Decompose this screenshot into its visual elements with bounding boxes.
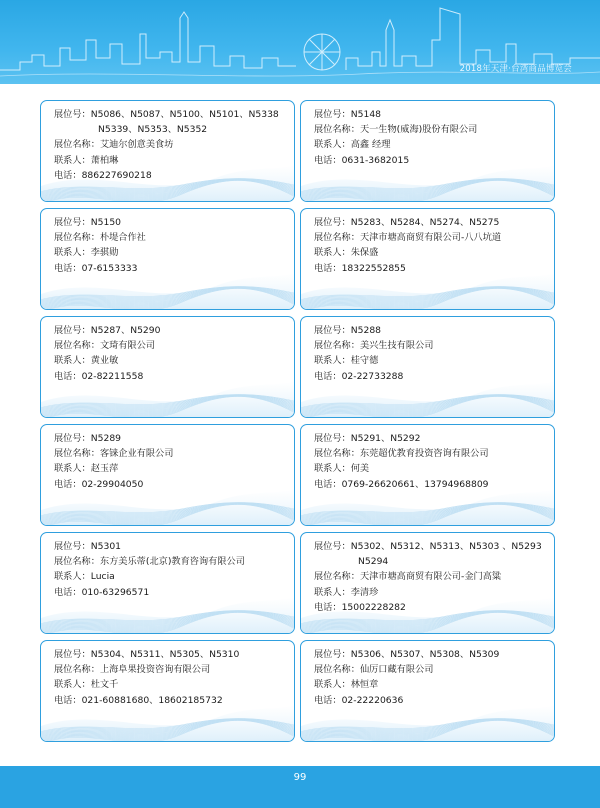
phone-line: [54, 693, 286, 708]
booth-numbers: N5289: [90, 433, 122, 444]
name-line: [54, 554, 286, 569]
contact-person: 高鑫 经理: [350, 139, 391, 151]
name-label: 展位名称：: [54, 139, 100, 151]
booth-numbers: N5291、N5292: [350, 433, 421, 444]
name-label: 展位名称：: [314, 448, 360, 460]
contact-person: 萧柏琳: [90, 154, 119, 166]
phone-label: 电话：: [314, 154, 342, 166]
contact-person: 李清珍: [350, 586, 379, 598]
booth-label: 展位号：: [54, 217, 91, 228]
exhibitor-card: [300, 640, 555, 742]
booth-numbers: N5288: [350, 325, 382, 336]
booth-numbers: N5283、N5284、N5274、N5275: [350, 217, 500, 228]
name-line: [54, 230, 286, 245]
exhibitor-name: 文琦有限公司: [99, 340, 156, 352]
phone-label: 电话：: [54, 478, 82, 490]
name-label: 展位名称：: [314, 232, 360, 244]
phone-line: [314, 693, 546, 708]
exhibitor-name: 朴堤合作社: [99, 232, 146, 244]
phone-line: [54, 477, 286, 492]
exhibitor-grid: [40, 100, 554, 742]
name-line: [314, 446, 546, 461]
exhibitor-name: 美兴生技有限公司: [359, 340, 434, 352]
contact-person: 何美: [350, 463, 370, 475]
name-label: 展位名称：: [54, 556, 100, 568]
exhibitor-card: [300, 532, 555, 634]
contact-label: 联系人：: [314, 586, 351, 598]
phone-line: [54, 585, 286, 600]
name-label: 展位名称：: [54, 340, 100, 352]
contact-label: 联系人：: [314, 463, 351, 475]
phone-number: 02-82211558: [81, 370, 144, 382]
exhibitor-card: [40, 100, 295, 202]
card-text: [41, 425, 294, 492]
name-label: 展位名称：: [314, 664, 360, 676]
contact-label: 联系人：: [54, 247, 91, 259]
booth-numbers: N5339、N5353、N5352: [98, 124, 208, 136]
card-text: [41, 209, 294, 276]
phone-line: [54, 369, 286, 384]
contact-label: 联系人：: [54, 571, 91, 583]
booth-line: [54, 647, 286, 662]
contact-person: 朱保盛: [350, 247, 379, 259]
booth-label: 展位号：: [54, 649, 91, 660]
phone-label: 电话：: [314, 262, 342, 274]
contact-person: 桂守德: [350, 355, 379, 367]
phone-number: 0631-3682015: [341, 154, 410, 166]
contact-label: 联系人：: [314, 139, 351, 151]
phone-number: 07-6153333: [81, 262, 138, 274]
booth-numbers: N5301: [90, 541, 122, 552]
booth-numbers: N5294: [358, 556, 389, 568]
name-line: [314, 230, 546, 245]
exhibitor-card: [300, 316, 555, 418]
phone-number: 886227690218: [81, 169, 152, 181]
contact-line: [314, 353, 546, 368]
exhibitor-name: 天津市塘高商贸有限公司-金门高粱: [359, 571, 502, 583]
contact-person: 杜文千: [90, 679, 119, 691]
booth-line-continued: [54, 122, 286, 137]
exhibitor-card: [40, 640, 295, 742]
contact-line: [314, 137, 546, 152]
booth-label: 展位号：: [314, 325, 351, 336]
phone-label: 电话：: [54, 169, 82, 181]
name-line: [54, 446, 286, 461]
card-text: [301, 101, 554, 168]
exhibitor-name: 仙厉口藏有限公司: [359, 664, 434, 676]
booth-label: 展位号：: [314, 109, 351, 120]
phone-label: 电话：: [54, 586, 82, 598]
booth-line: [314, 107, 546, 122]
page-header: [0, 0, 600, 84]
phone-label: 电话：: [314, 694, 342, 706]
name-label: 展位名称：: [54, 448, 100, 460]
card-text: [41, 317, 294, 384]
contact-line: [314, 585, 546, 600]
booth-line: [314, 647, 546, 662]
exhibitor-card: [40, 532, 295, 634]
contact-line: [314, 677, 546, 692]
booth-label: 展位号：: [314, 649, 351, 660]
booth-numbers: N5148: [350, 109, 382, 120]
contact-line: [314, 461, 546, 476]
contact-line: [54, 677, 286, 692]
booth-numbers: N5150: [90, 217, 122, 228]
booth-line: [54, 323, 286, 338]
booth-line: [54, 215, 286, 230]
phone-label: 电话：: [314, 370, 342, 382]
phone-line: [54, 261, 286, 276]
phone-label: 电话：: [54, 262, 82, 274]
exhibitor-card: [300, 100, 555, 202]
name-label: 展位名称：: [314, 124, 360, 136]
exhibitor-card: [300, 208, 555, 310]
booth-label: 展位号：: [54, 541, 91, 552]
page-number: 99: [293, 772, 307, 783]
phone-number: 0769-26620661、13794968809: [341, 478, 489, 490]
phone-line: [54, 168, 286, 183]
exhibitor-card: [40, 316, 295, 418]
booth-numbers: N5302、N5312、N5313、N5303 、N5293: [350, 541, 542, 552]
contact-person: 黄业敏: [90, 355, 119, 367]
phone-label: 电话：: [54, 370, 82, 382]
exhibition-title: 2018年天津·台湾商品博览会: [459, 64, 572, 74]
contact-label: 联系人：: [314, 679, 351, 691]
name-line: [314, 569, 546, 584]
booth-line: [314, 215, 546, 230]
exhibitor-name: 客铼企业有限公司: [99, 448, 174, 460]
booth-line: [314, 431, 546, 446]
contact-person: Lucia: [90, 571, 115, 583]
name-line: [54, 338, 286, 353]
contact-label: 联系人：: [314, 355, 351, 367]
contact-line: [54, 569, 286, 584]
card-text: [301, 641, 554, 708]
card-text: [301, 317, 554, 384]
name-line: [314, 122, 546, 137]
page-footer: [0, 766, 600, 808]
contact-line: [54, 245, 286, 260]
card-text: [41, 533, 294, 600]
phone-number: 021-60881680、18602185732: [81, 694, 223, 706]
phone-label: 电话：: [54, 694, 82, 706]
booth-label: 展位号：: [54, 325, 91, 336]
booth-numbers: N5086、N5087、N5100、N5101、N5338: [90, 109, 279, 120]
booth-numbers: N5287、N5290: [90, 325, 161, 336]
phone-number: 02-29904050: [81, 478, 144, 490]
booth-label: 展位号：: [54, 109, 91, 120]
contact-label: 联系人：: [54, 355, 91, 367]
card-text: [41, 641, 294, 708]
name-line: [54, 137, 286, 152]
booth-numbers: N5304、N5311、N5305、N5310: [90, 649, 240, 660]
name-label: 展位名称：: [314, 571, 360, 583]
booth-label: 展位号：: [314, 217, 351, 228]
exhibitor-card: [40, 424, 295, 526]
name-label: 展位名称：: [314, 340, 360, 352]
name-label: 展位名称：: [54, 232, 100, 244]
contact-label: 联系人：: [54, 463, 91, 475]
card-text: [301, 425, 554, 492]
exhibitor-name: 艾迪尔创意美食坊: [99, 139, 174, 151]
contact-person: 林恒章: [350, 679, 379, 691]
booth-label: 展位号：: [314, 541, 351, 552]
exhibitor-name: 天一生物(威海)股份有限公司: [359, 124, 478, 136]
booth-line: [54, 431, 286, 446]
phone-number: 02-22733288: [341, 370, 404, 382]
phone-line: [314, 369, 546, 384]
name-line: [314, 338, 546, 353]
exhibitor-card: [300, 424, 555, 526]
phone-line: [314, 261, 546, 276]
contact-person: 赵玉萍: [90, 463, 119, 475]
booth-numbers: N5306、N5307、N5308、N5309: [350, 649, 500, 660]
phone-line: [314, 600, 546, 615]
phone-label: 电话：: [314, 601, 342, 613]
contact-line: [314, 245, 546, 260]
booth-label: 展位号：: [54, 433, 91, 444]
phone-label: 电话：: [314, 478, 342, 490]
phone-number: 02-22220636: [341, 694, 404, 706]
contact-line: [54, 461, 286, 476]
contact-label: 联系人：: [54, 154, 91, 166]
booth-line-continued: [314, 554, 546, 569]
card-text: [301, 209, 554, 276]
contact-label: 联系人：: [54, 679, 91, 691]
contact-line: [54, 153, 286, 168]
booth-line: [54, 107, 286, 122]
phone-line: [314, 477, 546, 492]
booth-line: [54, 539, 286, 554]
exhibitor-name: 东方美乐蒂(北京)教育咨询有限公司: [99, 556, 245, 568]
card-text: [41, 101, 294, 183]
exhibitor-name: 天津市塘高商贸有限公司-八八坑道: [359, 232, 502, 244]
contact-line: [54, 353, 286, 368]
exhibitor-name: 东莞超优教育投资咨询有限公司: [359, 448, 489, 460]
phone-line: [314, 153, 546, 168]
contact-label: 联系人：: [314, 247, 351, 259]
name-line: [54, 662, 286, 677]
exhibitor-name: 上海阜果投资咨询有限公司: [99, 664, 211, 676]
name-line: [314, 662, 546, 677]
booth-line: [314, 323, 546, 338]
phone-number: 18322552855: [341, 262, 406, 274]
booth-line: [314, 539, 546, 554]
booth-label: 展位号：: [314, 433, 351, 444]
name-label: 展位名称：: [54, 664, 100, 676]
contact-person: 李骐勋: [90, 247, 119, 259]
exhibitor-card: [40, 208, 295, 310]
phone-number: 15002228282: [341, 601, 406, 613]
card-text: [301, 533, 554, 615]
phone-number: 010-63296571: [81, 586, 150, 598]
